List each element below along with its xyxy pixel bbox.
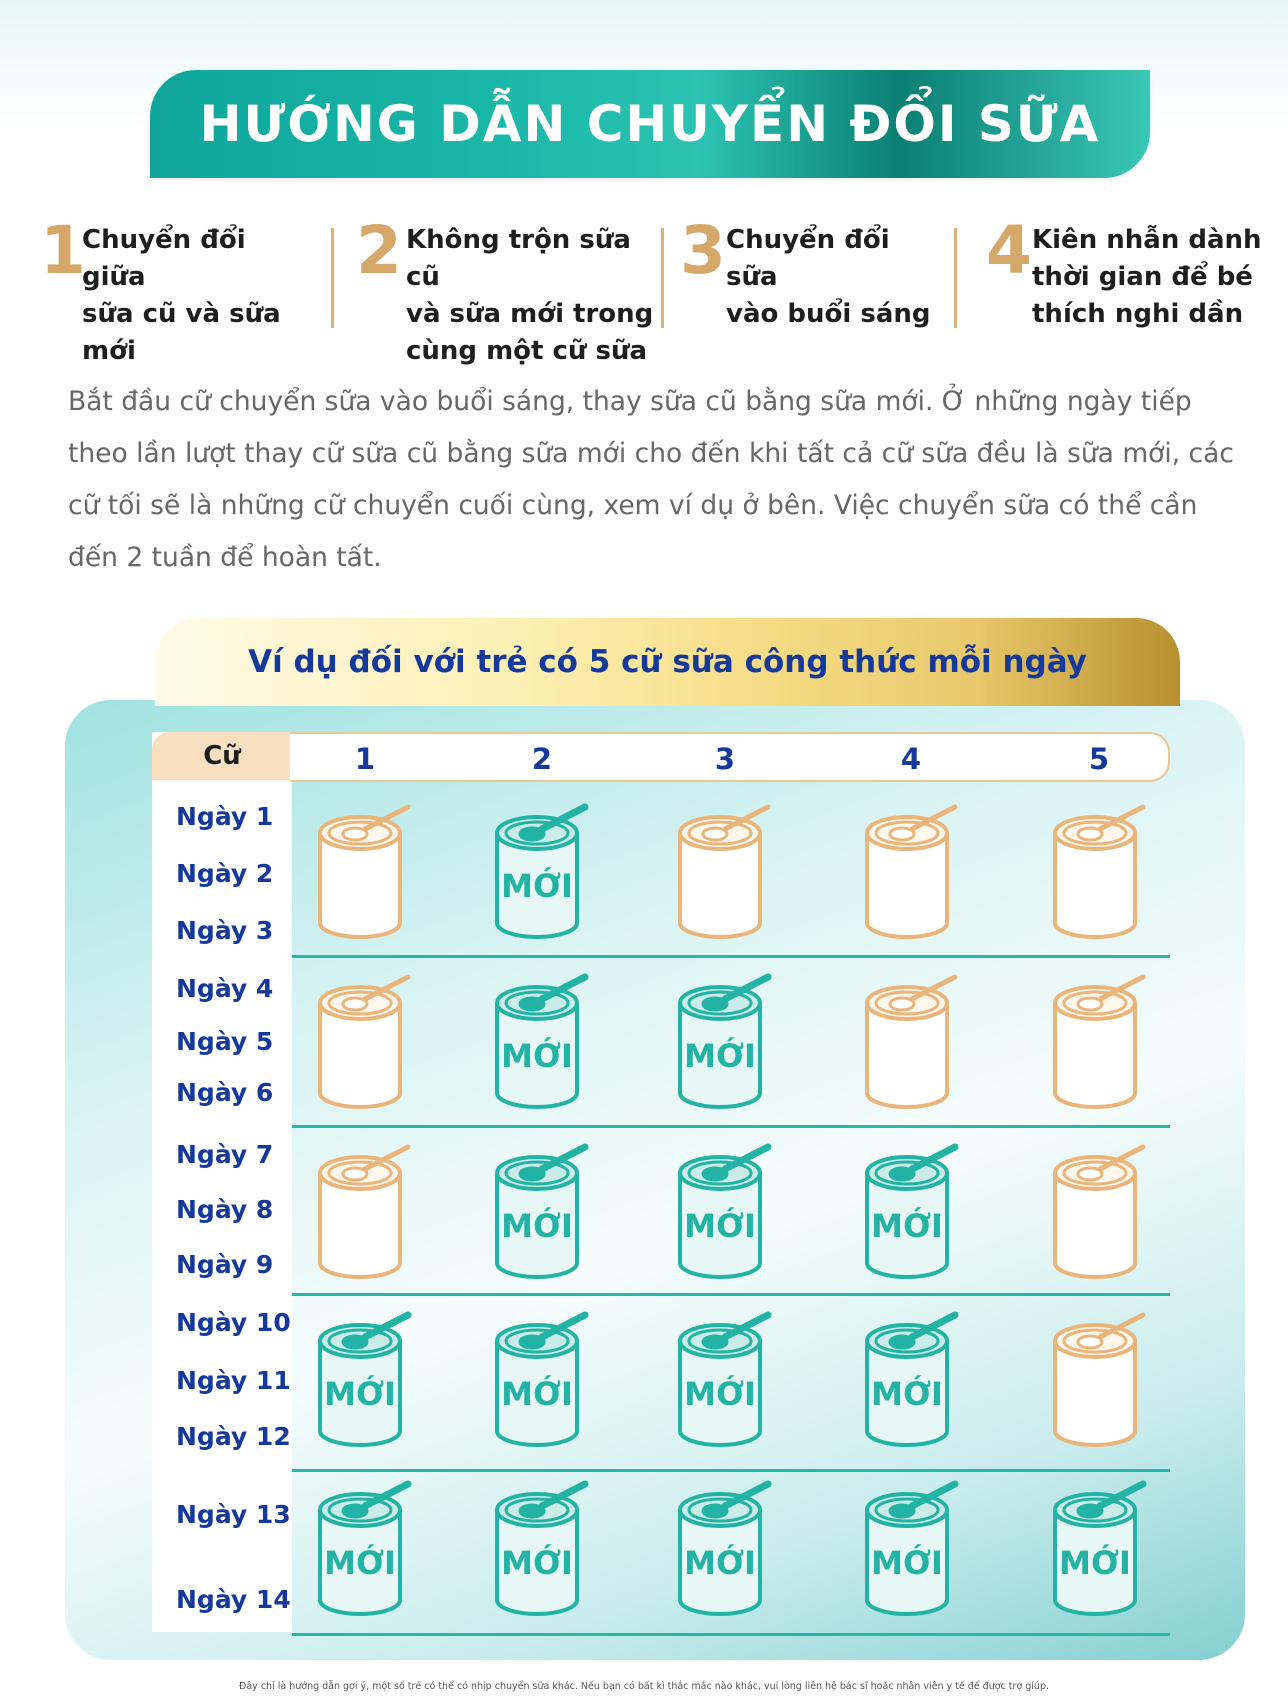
step-number: 2 bbox=[356, 212, 402, 289]
step-3 bbox=[680, 212, 950, 332]
new-milk-can-icon bbox=[670, 1303, 780, 1453]
old-milk-can-icon bbox=[857, 965, 967, 1115]
example-banner bbox=[155, 618, 1180, 706]
new-milk-can-icon bbox=[670, 1135, 780, 1285]
step-number: 3 bbox=[680, 212, 726, 289]
title-banner bbox=[150, 70, 1150, 178]
new-label: MỚI bbox=[871, 1375, 943, 1413]
new-milk-can-icon bbox=[857, 1303, 967, 1453]
step-1 bbox=[40, 212, 310, 366]
new-label: MỚI bbox=[324, 1544, 396, 1582]
old-milk-can-icon bbox=[310, 1135, 420, 1285]
new-label: MỚI bbox=[871, 1544, 943, 1582]
row-separator bbox=[292, 1125, 1170, 1128]
new-milk-can-icon bbox=[487, 1303, 597, 1453]
new-label: MỚI bbox=[1059, 1544, 1131, 1582]
row-separator bbox=[292, 1293, 1170, 1296]
day-label: Ngày 8 bbox=[176, 1195, 274, 1224]
old-milk-can-icon bbox=[1045, 795, 1155, 945]
day-label: Ngày 9 bbox=[176, 1250, 274, 1279]
new-milk-can-icon bbox=[487, 965, 597, 1115]
day-label: Ngày 12 bbox=[176, 1422, 291, 1451]
row-separator bbox=[292, 955, 1170, 958]
new-label: MỚI bbox=[684, 1037, 756, 1075]
new-label: MỚI bbox=[501, 1037, 573, 1075]
day-label: Ngày 2 bbox=[176, 859, 274, 888]
column-header: 2 bbox=[531, 742, 553, 776]
day-label: Ngày 7 bbox=[176, 1140, 274, 1169]
day-label: Ngày 11 bbox=[176, 1366, 291, 1395]
new-label: MỚI bbox=[871, 1207, 943, 1245]
new-milk-can-icon bbox=[1045, 1472, 1155, 1622]
new-label: MỚI bbox=[501, 1207, 573, 1245]
old-milk-can-icon bbox=[310, 965, 420, 1115]
old-milk-can-icon bbox=[310, 795, 420, 945]
new-milk-can-icon bbox=[670, 965, 780, 1115]
day-label: Ngày 13 bbox=[176, 1500, 291, 1529]
old-milk-can-icon bbox=[670, 795, 780, 945]
page-title: HƯỚNG DẪN CHUYỂN ĐỔI SỮA bbox=[199, 95, 1101, 153]
new-label: MỚI bbox=[324, 1375, 396, 1413]
new-milk-can-icon bbox=[670, 1472, 780, 1622]
feeding-header: Cữ bbox=[152, 732, 292, 780]
day-label: Ngày 14 bbox=[176, 1585, 291, 1614]
day-label: Ngày 5 bbox=[176, 1027, 274, 1056]
old-milk-can-icon bbox=[1045, 965, 1155, 1115]
example-title: Ví dụ đối với trẻ có 5 cữ sữa công thức mỗi ngày bbox=[248, 644, 1087, 680]
new-milk-can-icon bbox=[487, 1135, 597, 1285]
column-header: 4 bbox=[900, 742, 922, 776]
step-number: 4 bbox=[986, 212, 1032, 289]
column-header: 3 bbox=[714, 742, 736, 776]
step-4 bbox=[986, 212, 1276, 332]
old-milk-can-icon bbox=[857, 795, 967, 945]
step-divider bbox=[661, 228, 664, 328]
column-header: 5 bbox=[1088, 742, 1110, 776]
day-label: Ngày 10 bbox=[176, 1308, 291, 1337]
day-label: Ngày 3 bbox=[176, 916, 274, 945]
step-number: 1 bbox=[40, 212, 86, 289]
old-milk-can-icon bbox=[1045, 1135, 1155, 1285]
new-milk-can-icon bbox=[857, 1472, 967, 1622]
new-label: MỚI bbox=[501, 867, 573, 905]
footnote: Đây chỉ là hướng dẫn gợi ý, một số trẻ có thể có nhịp chuyển sữa khác. Nếu bạn có bất kì thắc mắc nào khác, vui lòng liên hệ bác sĩ hoặc nhân viên y tế để được trợ giúp. bbox=[239, 1681, 1049, 1692]
step-text: Kiên nhẫn dành thời gian để bé thích nghi dần bbox=[1032, 225, 1262, 329]
new-label: MỚI bbox=[684, 1207, 756, 1245]
column-header: 1 bbox=[354, 742, 376, 776]
new-milk-can-icon bbox=[487, 1472, 597, 1622]
new-label: MỚI bbox=[501, 1375, 573, 1413]
day-label: Ngày 1 bbox=[176, 802, 274, 831]
day-label: Ngày 6 bbox=[176, 1078, 274, 1107]
new-label: MỚI bbox=[684, 1375, 756, 1413]
step-text: Chuyển đổi sữa vào buổi sáng bbox=[726, 225, 931, 329]
step-text: Không trộn sữa cũ và sữa mới trong cùng một cữ sữa bbox=[406, 225, 654, 366]
new-milk-can-icon bbox=[487, 795, 597, 945]
step-divider bbox=[331, 228, 334, 328]
new-milk-can-icon bbox=[310, 1472, 420, 1622]
row-separator bbox=[292, 1633, 1170, 1636]
new-label: MỚI bbox=[684, 1544, 756, 1582]
new-milk-can-icon bbox=[857, 1135, 967, 1285]
old-milk-can-icon bbox=[1045, 1303, 1155, 1453]
step-2 bbox=[356, 212, 656, 366]
new-milk-can-icon bbox=[310, 1303, 420, 1453]
day-label: Ngày 4 bbox=[176, 974, 274, 1003]
step-text: Chuyển đổi giữa sữa cũ và sữa mới bbox=[82, 225, 281, 366]
intro-paragraph: Bắt đầu cữ chuyển sữa vào buổi sáng, thay sữa cũ bằng sữa mới. Ở những ngày tiếp theo lần lượt thay cữ sữa cũ bằng sữa mới cho đến khi tất cả cữ sữa đều là sữa mới, các cữ tối sẽ là những cữ chuyển cuối cùng, xem ví dụ ở bên. Việc chuyển sữa có thể cần đến 2 tuần để hoàn tất. bbox=[68, 386, 1234, 573]
new-label: MỚI bbox=[501, 1544, 573, 1582]
step-divider bbox=[954, 228, 957, 328]
